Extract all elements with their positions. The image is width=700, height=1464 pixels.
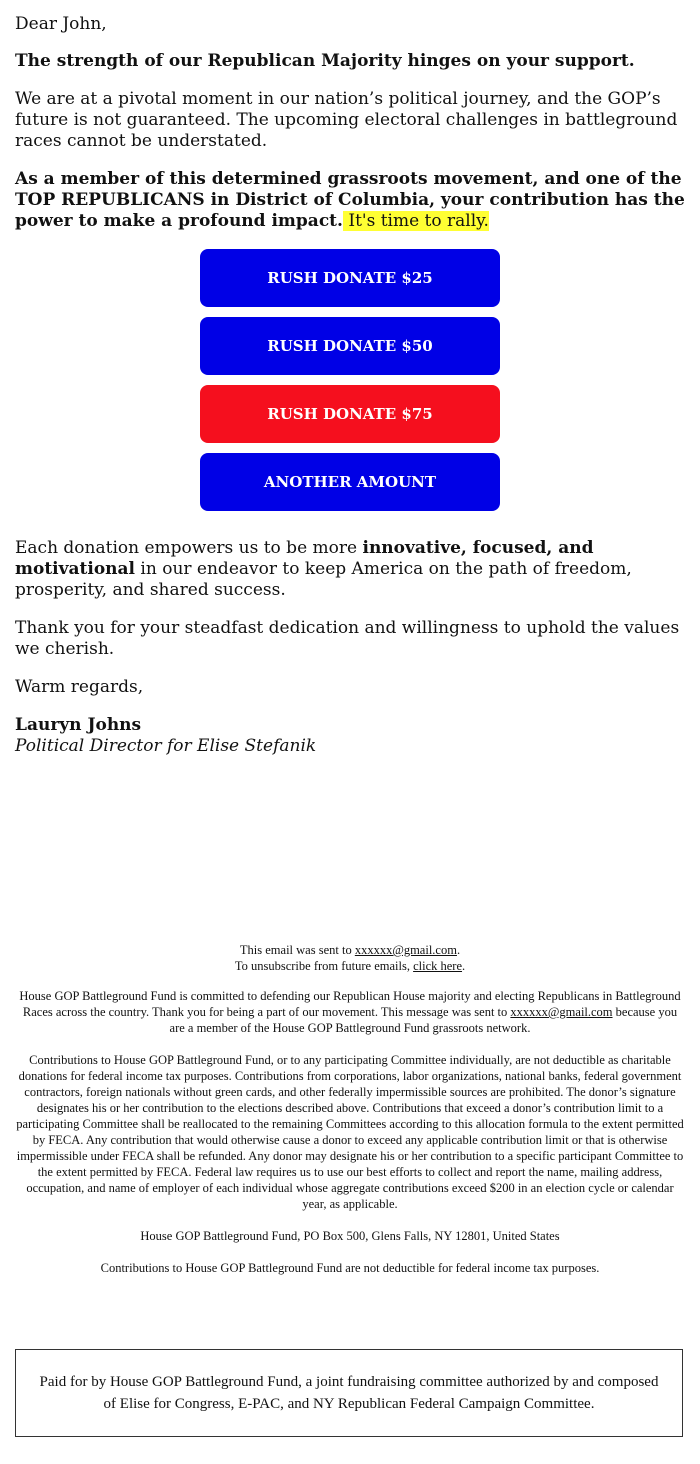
- paragraph-intro: We are at a pivotal moment in our nation’s political journey, and the GOP’s future is not guaranteed. The upcoming electoral challenges in battleground races cannot be understated.: [15, 89, 678, 151]
- paragraph-thanks: Thank you for your steadfast dedication and willingness to uphold the values we cherish.: [15, 618, 680, 659]
- signature-name: Lauryn Johns: [15, 715, 142, 735]
- donate-50-button[interactable]: RUSH DONATE $50: [200, 317, 500, 375]
- footer-address: House GOP Battleground Fund, PO Box 500, Glens Falls, NY 12801, United States: [140, 1229, 560, 1243]
- unsubscribe-prefix: To unsubscribe from future emails,: [234, 959, 414, 973]
- sent-to-suffix: .: [456, 943, 461, 957]
- empower-start: Each donation empowers us to be more: [15, 538, 363, 558]
- another-amount-button[interactable]: ANOTHER AMOUNT: [200, 453, 500, 511]
- paid-for-box: [15, 1349, 683, 1437]
- empower-bold: innovative, focused, and motivational: [15, 538, 594, 579]
- footer-legal: Contributions to House GOP Battleground Fund, or to any participating Committee individually, are not deductible as charitable donations for federal income tax purposes. Contributions from corporations, labor organizations, national banks, federal government contractors, foreign nationals without green cards, and other federally impermissible sources are prohibited. The donor’s signature designates his or her contribution to the elections described above. Contributions that exceed a donor’s contribution limit to a participating Committee shall be reallocated to the remaining Committees according to this allocation formula to the extent permitted by FECA. Any contribution that would otherwise cause a donor to exceed any applicable contribution limit or that is otherwise impermissible under FECA shall be refunded. Any donor may designate his or her contribution to a specific participant Committee to the extent permitted by FECA. Federal law requires us to use our best efforts to collect and report the name, mailing address, occupation, and name of employer of each individual whose aggregate contributions exceed $200 in an election cycle or calendar year, as applicable.: [16, 1053, 684, 1211]
- paid-for-text: Paid for by House GOP Battleground Fund, a joint fundraising committee authorized by and composed of Elise for Congress, E-PAC, and NY Republican Federal Campaign Committee.: [39, 1373, 659, 1412]
- footer-tax-note: Contributions to House GOP Battleground Fund are not deductible for federal income tax purposes.: [100, 1261, 600, 1275]
- footer: [15, 942, 685, 1292]
- sent-to-prefix: This email was sent to: [239, 943, 355, 957]
- rally-highlight: It's time to rally.: [342, 211, 489, 231]
- unsubscribe-link[interactable]: click here: [413, 959, 463, 973]
- donate-75-button[interactable]: RUSH DONATE $75: [200, 385, 500, 443]
- member-statement: As a member of this determined grassroots movement, and one of the TOP REPUBLICANS in District of Columbia, your contribution has the power to make a profound impact.: [15, 169, 685, 231]
- donate-25-button[interactable]: RUSH DONATE $25: [200, 249, 500, 307]
- recipient-email-link[interactable]: xxxxxx@gmail.com: [354, 943, 457, 957]
- footer-sent-to: [15, 942, 685, 974]
- unsubscribe-suffix: .: [462, 959, 466, 973]
- paragraph-empower: [15, 538, 685, 601]
- headline: The strength of our Republican Majority hinges on your support.: [15, 51, 635, 71]
- greeting: Dear John,: [15, 14, 107, 34]
- about-end: because you are a member of the House GOP Battleground Fund grassroots network.: [169, 1005, 678, 1035]
- about-email-link[interactable]: xxxxxx@gmail.com: [510, 1005, 613, 1019]
- signature: [15, 715, 685, 757]
- empower-end: in our endeavor to keep America on the path of freedom, prosperity, and shared success.: [15, 559, 632, 600]
- closing: Warm regards,: [15, 677, 144, 697]
- signature-title: Political Director for Elise Stefanik: [15, 736, 317, 756]
- donate-buttons: [15, 249, 685, 511]
- footer-about: [15, 988, 685, 1036]
- about-start: House GOP Battleground Fund is committed to defending our Republican House majority and electing Republicans in Battleground Races across the country. Thank you for being a part of our movement. This message was sent to: [19, 989, 681, 1019]
- paragraph-member: [15, 169, 685, 232]
